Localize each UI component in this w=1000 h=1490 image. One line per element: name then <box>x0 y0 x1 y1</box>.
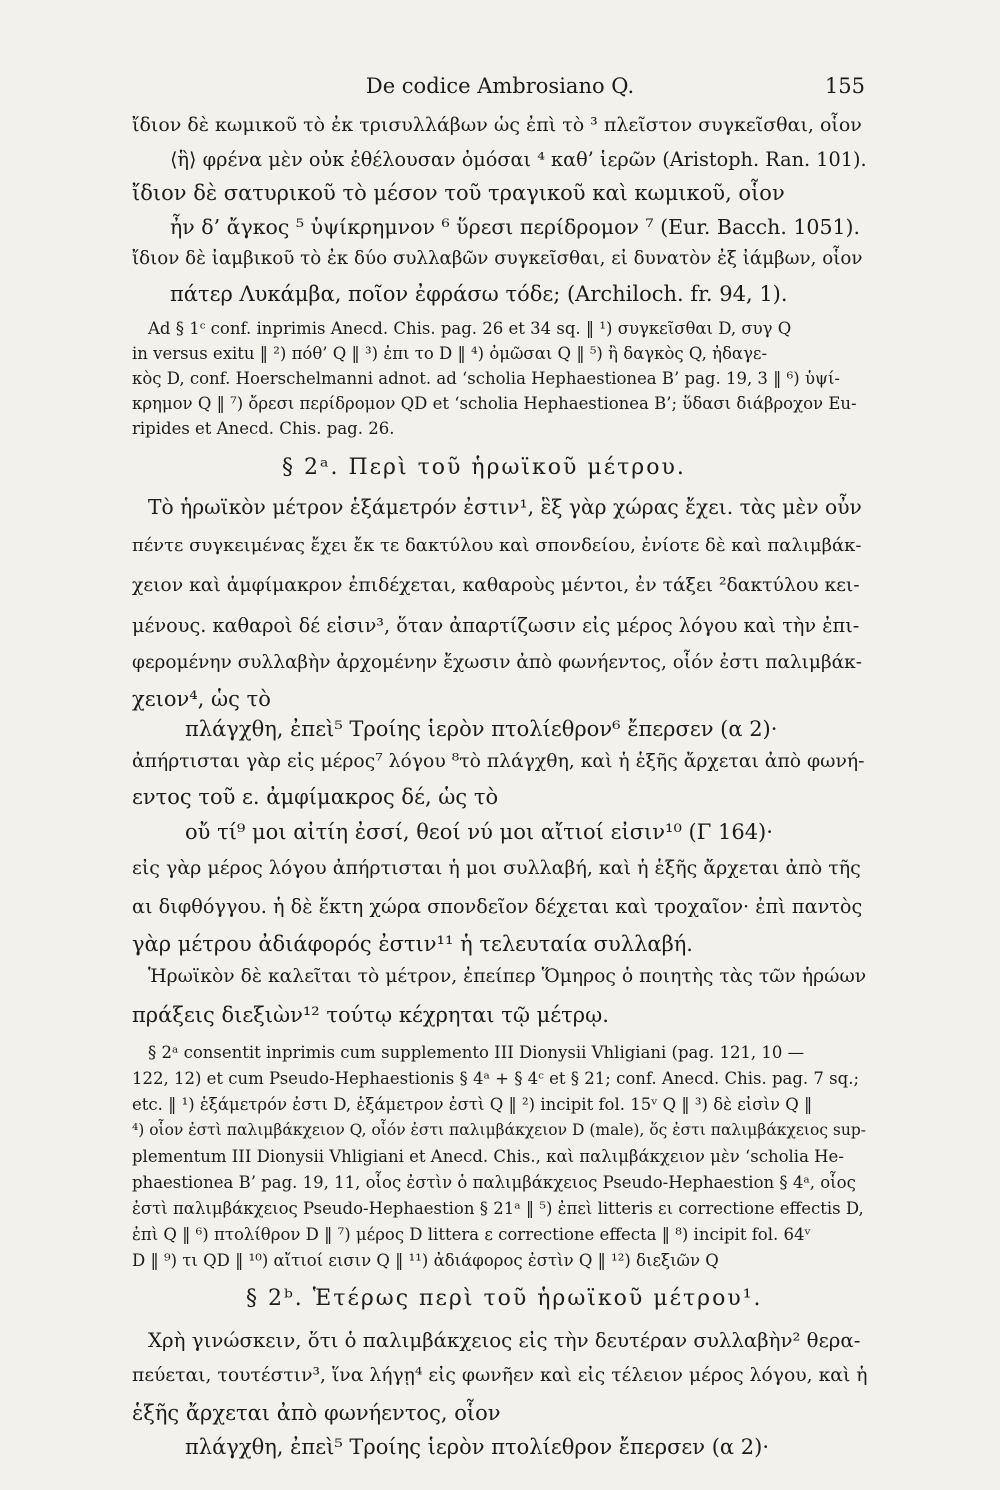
text-line: χειον καὶ ἀμφίμακρον ἐπιδέχεται, καθαροὺς μέντοι, ἐν τάξει ²δακτύλου κει- <box>132 575 860 596</box>
footnote-line: in versus exitu ‖ ²) πόθ’ Q ‖ ³) ἐπι το D ‖ ⁴) ὀμῶσαι Q ‖ ⁵) ἢ δαγκὸς Q, ἠδαγε- <box>132 344 768 363</box>
verse-line: ἦν δ’ ἄγκος ⁵ ὑψίκρημνον ⁶ ὕρεσι περίδρομον ⁷ (Eur. Bacch. 1051). <box>170 215 861 239</box>
verse-line: πλάγχθη, ἐπεὶ⁵ Τροίης ἱερὸν πτολίεθρον ἔπερσεν (α 2)· <box>185 1435 770 1459</box>
verse-line: πάτερ Λυκάμβα, ποῖον ἐφράσω τόδε; (Archiloch. fr. 94, 1). <box>170 282 788 306</box>
footnote-line: D ‖ ⁹) τι QD ‖ ¹⁰) αἴτιοί εισιν Q ‖ ¹¹) ἀδιάφορος ἐστὶν Q ‖ ¹²) διεξιῶν Q <box>132 1251 719 1270</box>
text-line: ἴδιον δὲ κωμικοῦ τὸ ἐκ τρισυλλάβων ὡς ἐπὶ τὸ ³ πλεῖστον συγκεῖσθαι, οἷον <box>132 114 862 136</box>
page-number: 155 <box>824 74 865 98</box>
text-line: πράξεις διεξιὼν¹² τούτῳ κέχρηται τῷ μέτρῳ. <box>132 1003 609 1027</box>
footnote-line: ἐπὶ Q ‖ ⁶) πτολίθρον D ‖ ⁷) μέρος D littera ε correctione effecta ‖ ⁸) incipit fol. 64ᵛ <box>132 1225 811 1244</box>
running-header <box>0 74 1000 102</box>
text-line: πεύεται, τουτέστιν³, ἵνα λήγῃ⁴ εἰς φωνῆεν καὶ εἰς τέλειον μέρος λόγου, καὶ ἡ <box>132 1365 868 1386</box>
section-heading: § 2ᵇ. Ἑτέρως περὶ τοῦ ἡρωϊκοῦ μέτρου¹. <box>246 1286 763 1311</box>
text-line: εἰς γὰρ μέρος λόγου ἀπήρτισται ἡ μοι συλλαβή, καὶ ἡ ἑξῆς ἄρχεται ἀπὸ τῆς <box>132 857 861 879</box>
text-line: Χρὴ γινώσκειν, ὅτι ὁ παλιμβάκχειος εἰς τὴν δευτέραν συλλαβὴν² θερα- <box>148 1329 861 1352</box>
footnote-line: 122, 12) et cum Pseudo-Hephaestionis § 4ᵃ + § 4ᶜ et § 21; conf. Anecd. Chis. pag. 7 sq.; <box>132 1069 859 1088</box>
text-line: Ἡρωϊκὸν δὲ καλεῖται τὸ μέτρον, ἐπείπερ Ὅμηρος ὁ ποιητὴς τὰς τῶν ἡρώων <box>148 966 867 987</box>
text-line: χειον⁴, ὡς τὸ <box>132 687 271 711</box>
footnote-line: κὸς D, conf. Hoerschelmanni adnot. ad ‘scholia Hephaestionea B’ pag. 19, 3 ‖ ⁶) ὑψί- <box>132 369 840 388</box>
footnote-line: plementum III Dionysii Vhligiani et Anecd. Chis., καὶ παλιμβάκχειον μὲν ‘scholia He- <box>132 1147 844 1166</box>
footnote-line: κρημον Q ‖ ⁷) ὄρεσι περίδρομον QD et ‘scholia Hephaestionea B’; ὕδασι διάβροχον Eu- <box>132 394 857 413</box>
footnote-line: etc. ‖ ¹) ἑξάμετρόν ἐστι D, ἑξάμετρον ἐστὶ Q ‖ ²) incipit fol. 15ᵛ Q ‖ ³) δὲ εἰσὶν Q ‖ <box>132 1095 813 1114</box>
text-line: ἑξῆς ἄρχεται ἀπὸ φωνήεντος, οἷον <box>132 1401 501 1425</box>
verse-line: οὔ τί⁹ μοι αἰτίη ἐσσί, θεοί νύ μοι αἴτιοί εἰσιν¹⁰ (Γ 164)· <box>185 820 773 844</box>
footnote-line: ἐστὶ παλιμβάκχειος Pseudo-Hephaestion § 21ᵃ ‖ ⁵) ἐπεὶ litteris ει correctione effectis D, <box>132 1199 864 1218</box>
text-line: φερομένην συλλαβὴν ἀρχομένην ἔχωσιν ἀπὸ φωνήεντος, οἷόν ἐστι παλιμβάκ- <box>132 652 862 673</box>
section-heading: § 2ᵃ. Περὶ τοῦ ἡρωϊκοῦ μέτρου. <box>282 455 686 480</box>
text-line: αι διφθόγγου. ἡ δὲ ἕκτη χώρα σπονδεῖον δέχεται καὶ τροχαῖον· ἐπὶ παντὸς <box>132 895 863 918</box>
verse-line: ⟨ἣ⟩ φρένα μὲν οὐκ ἐθέλουσαν ὀμόσαι ⁴ καθ’ ἱερῶν (Aristoph. Ran. 101). <box>170 148 867 171</box>
text-line: πέντε συγκειμένας ἔχει ἔκ τε δακτύλου καὶ σπονδείου, ἐνίοτε δὲ καὶ παλιμβάκ- <box>132 535 862 556</box>
running-title: De codice Ambrosiano Q. <box>365 74 635 98</box>
text-line: Τὸ ἡρωϊκὸν μέτρον ἑξάμετρόν ἐστιν¹, ἓξ γὰρ χώρας ἔχει. τὰς μὲν οὖν <box>148 495 862 519</box>
footnote-line: § 2ᵃ consentit inprimis cum supplemento III Dionysii Vhligiani (pag. 121, 10 — <box>148 1043 805 1062</box>
footnote-line: ⁴) οἷον ἐστὶ παλιμβάκχειον Q, οἷόν ἐστι παλιμβάκχειον D (male), ὅς ἐστι παλιμβάκχειος sup- <box>132 1121 867 1139</box>
verse-line: πλάγχθη, ἐπεὶ⁵ Τροίης ἱερὸν πτολίεθρον⁶ ἔπερσεν (α 2)· <box>185 717 778 741</box>
text-line: μένους. καθαροὶ δέ εἰσιν³, ὅταν ἀπαρτίζωσιν εἰς μέρος λόγου καὶ τὴν ἐπι- <box>132 614 860 637</box>
footnote-line: ripides et Anecd. Chis. pag. 26. <box>132 419 395 438</box>
footnote-line: Ad § 1ᶜ conf. inprimis Anecd. Chis. pag. 26 et 34 sq. ‖ ¹) συγκεῖσθαι D, συγ Q <box>148 319 792 338</box>
text-line: ἴδιον δὲ ἰαμβικοῦ τὸ ἐκ δύο συλλαβῶν συγκεῖσθαι, εἰ δυνατὸν ἐξ ἰάμβων, οἷον <box>132 248 863 269</box>
text-line: γὰρ μέτρου ἀδιάφορός ἐστιν¹¹ ἡ τελευταία συλλαβή. <box>132 932 693 956</box>
text-line: ἴδιον δὲ σατυρικοῦ τὸ μέσον τοῦ τραγικοῦ καὶ κωμικοῦ, οἷον <box>132 181 785 205</box>
text-line: εντος τοῦ ε. ἀμφίμακρος δέ, ὡς τὸ <box>132 785 499 809</box>
text-line: ἀπήρτισται γὰρ εἰς μέρος⁷ λόγου ⁸τὸ πλάγχθη, καὶ ἡ ἑξῆς ἄρχεται ἀπὸ φωνή- <box>132 751 865 772</box>
footnote-line: phaestionea B’ pag. 19, 11, οἷος ἐστὶν ὁ παλιμβάκχειος Pseudo-Hephaestion § 4ᵃ, οἷος <box>132 1173 856 1192</box>
